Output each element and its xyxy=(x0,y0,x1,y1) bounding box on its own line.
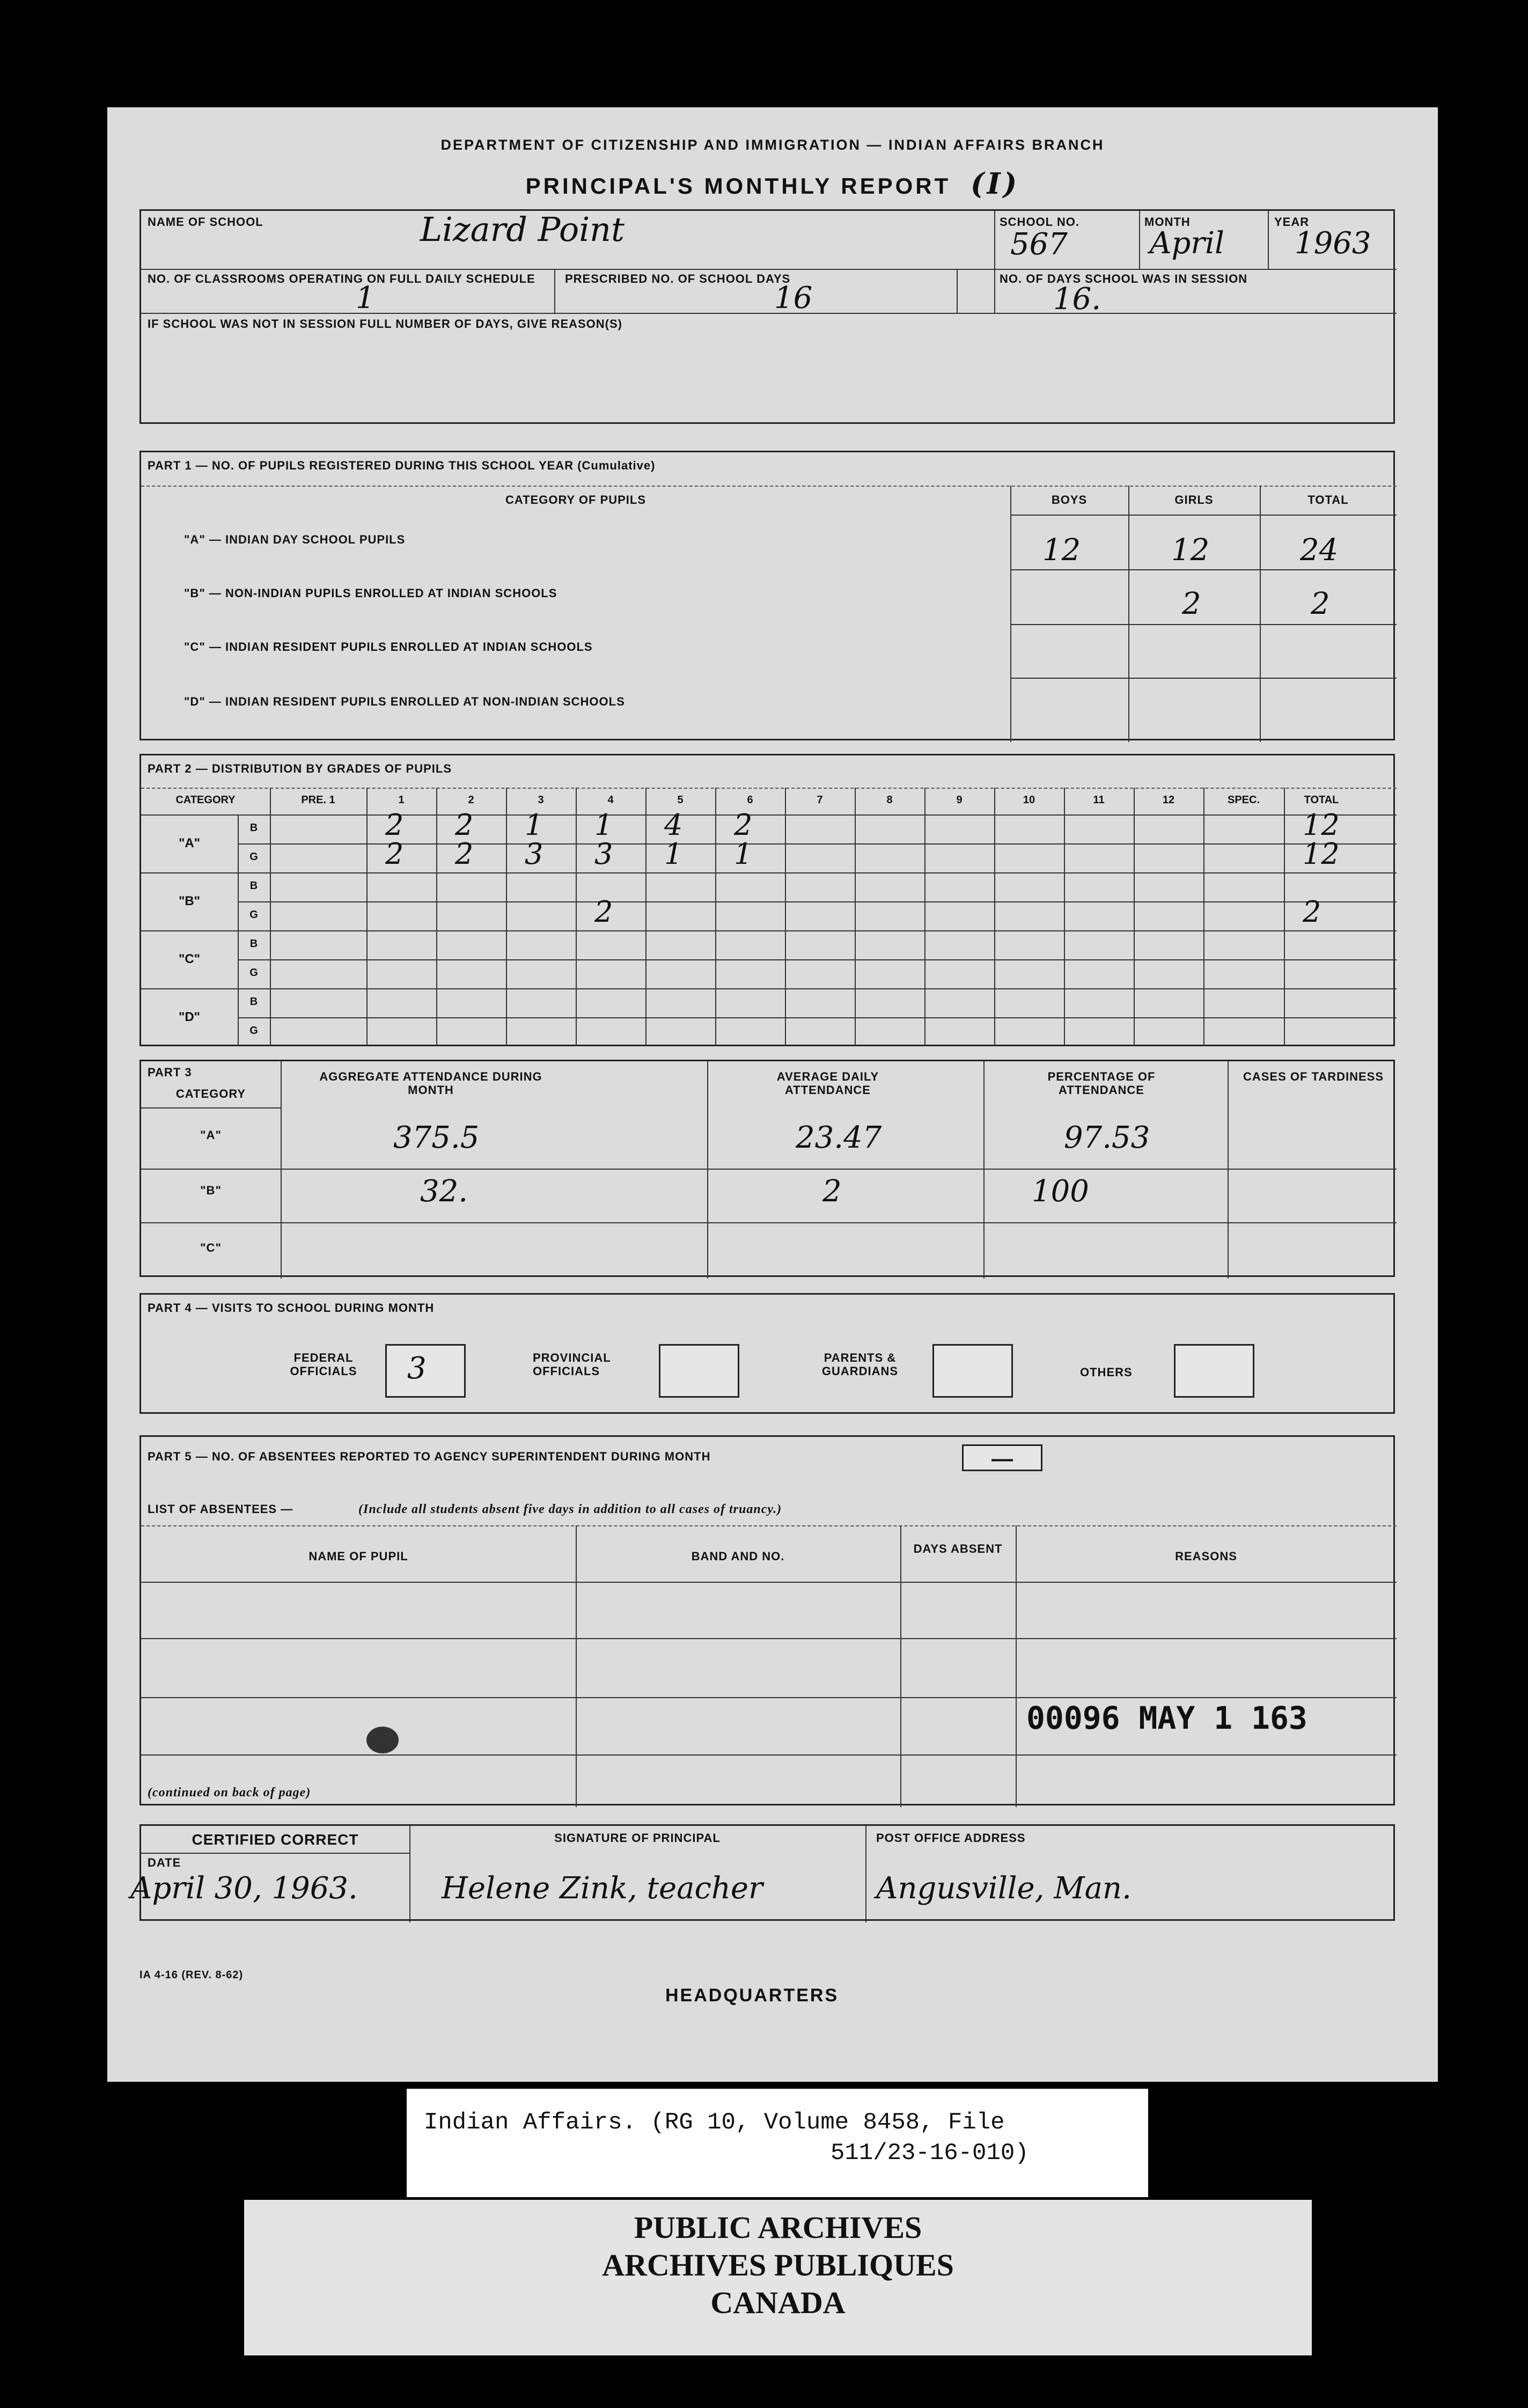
prescribed-days-label: PRESCRIBED NO. OF SCHOOL DAYS xyxy=(565,272,791,285)
part1-row-b-label: "B" — NON-INDIAN PUPILS ENROLLED AT INDIAN SCHOOLS xyxy=(184,586,557,600)
part2-sex-label: B xyxy=(249,996,258,1008)
part3-col-category: CATEGORY xyxy=(175,1087,246,1100)
part3-row-c-cat: "C" xyxy=(200,1241,222,1254)
divider xyxy=(1268,211,1269,270)
divider xyxy=(141,269,1397,270)
part2-grade-header: 12 xyxy=(1162,794,1175,806)
archival-citation xyxy=(407,2089,1148,2197)
part1-row-a-boys: 12 xyxy=(1042,533,1081,568)
grid-line xyxy=(238,901,1397,902)
parents-guardians-label: PARENTS & GUARDIANS xyxy=(821,1351,899,1378)
part2-grade-header: 5 xyxy=(677,794,684,806)
part2-cell-value: 4 xyxy=(664,808,683,842)
certified-correct-label: CERTIFIED CORRECT xyxy=(192,1831,359,1848)
part2-box xyxy=(139,754,1395,1046)
divider xyxy=(900,1525,901,1807)
part2-sex-label: G xyxy=(249,1025,258,1037)
month-value: April xyxy=(1150,226,1224,261)
part2-grade-header: 10 xyxy=(1023,794,1035,806)
part2-grade-header: 9 xyxy=(956,794,963,806)
absentee-list-title: LIST OF ABSENTEES — xyxy=(148,1502,293,1516)
grid-line xyxy=(645,788,647,1046)
grid-line xyxy=(855,788,856,1046)
part3-title: PART 3 xyxy=(148,1066,192,1079)
session-days-label: NO. OF DAYS SCHOOL WAS IN SESSION xyxy=(1000,272,1248,285)
part5-title: PART 5 — NO. OF ABSENTEES REPORTED TO AGENCY SUPERINTENDENT DURING MONTH xyxy=(148,1450,711,1463)
classrooms-label: NO. OF CLASSROOMS OPERATING ON FULL DAILY SCHEDULE xyxy=(148,272,535,285)
absentees-count-value: — xyxy=(991,1447,1013,1471)
part2-sex-label: B xyxy=(249,822,258,834)
grid-line xyxy=(506,788,507,1046)
part1-col-girls: GIRLS xyxy=(1174,493,1214,506)
grid-line xyxy=(994,788,995,1046)
divider xyxy=(141,1697,1397,1698)
part3-col-aggregate: AGGREGATE ATTENDANCE DURING MONTH xyxy=(319,1070,542,1097)
divider xyxy=(1010,678,1397,679)
divider xyxy=(141,1169,1397,1170)
part2-cell-value: 1 xyxy=(594,808,613,842)
divider xyxy=(141,1754,1397,1756)
grid-line xyxy=(238,1017,1397,1018)
col-band-and-no: BAND AND NO. xyxy=(691,1550,785,1563)
part2-grade-header: 2 xyxy=(468,794,474,806)
federal-officials-box xyxy=(385,1344,466,1398)
part2-grade-header: 7 xyxy=(817,794,823,806)
grid-line xyxy=(141,872,1397,873)
school-info-box xyxy=(139,209,1395,424)
part3-row-b-cat: "B" xyxy=(200,1184,222,1197)
part1-row-b-total: 2 xyxy=(1311,586,1330,621)
grid-line xyxy=(1203,788,1204,1046)
part3-row-a-aggregate: 375.5 xyxy=(393,1120,480,1155)
divider xyxy=(141,1582,1397,1583)
grid-line xyxy=(924,788,925,1046)
part2-category-label: "D" xyxy=(178,1010,201,1024)
part2-cell-value: 3 xyxy=(594,837,613,871)
part1-row-b-girls: 2 xyxy=(1182,586,1201,621)
part2-grade-header: PRE. 1 xyxy=(301,794,335,806)
part2-cell-value: 2 xyxy=(385,808,404,842)
part2-cell-value: 2 xyxy=(455,808,474,842)
part2-cell-value: 1 xyxy=(664,837,683,871)
part2-sex-label: G xyxy=(249,851,258,863)
part1-title: PART 1 — NO. OF PUPILS REGISTERED DURING THIS SCHOOL YEAR (Cumulative) xyxy=(148,459,656,472)
school-no-value: 567 xyxy=(1010,227,1068,262)
part2-cell-value: 2 xyxy=(455,837,474,871)
grid-line xyxy=(238,959,1397,960)
grid-line xyxy=(785,788,786,1046)
part3-box xyxy=(139,1060,1395,1277)
part3-row-b-average: 2 xyxy=(822,1174,842,1209)
divider xyxy=(1010,569,1397,570)
divider xyxy=(1016,1525,1017,1807)
provincial-officials-box xyxy=(659,1344,739,1398)
post-office-address-label: POST OFFICE ADDRESS xyxy=(876,1831,1026,1845)
part2-cell-value: 1 xyxy=(734,837,753,871)
year-value: 1963 xyxy=(1295,226,1371,261)
divider xyxy=(1010,624,1397,625)
federal-officials-value: 3 xyxy=(407,1351,427,1386)
grid-line xyxy=(366,788,368,1046)
divider xyxy=(1010,486,1011,742)
part1-box xyxy=(139,451,1395,740)
ink-blot xyxy=(366,1727,399,1753)
grid-line xyxy=(576,788,577,1046)
prescribed-days-value: 16 xyxy=(774,281,813,315)
part2-grade-header: 1 xyxy=(398,794,405,806)
grid-line xyxy=(715,788,716,1046)
report-title xyxy=(107,166,1438,201)
part1-col-boys: BOYS xyxy=(1051,493,1088,506)
part2-sex-label: G xyxy=(249,967,258,979)
part2-category-label: "C" xyxy=(178,952,201,966)
classrooms-value: 1 xyxy=(356,281,375,315)
part4-title: PART 4 — VISITS TO SCHOOL DURING MONTH xyxy=(148,1301,435,1315)
part1-row-a-girls: 12 xyxy=(1171,533,1210,568)
part1-col-total: TOTAL xyxy=(1307,493,1349,506)
part1-row-d-label: "D" — INDIAN RESIDENT PUPILS ENROLLED AT NON-INDIAN SCHOOLS xyxy=(184,695,625,708)
public-archives-label xyxy=(244,2200,1312,2355)
part3-row-a-cat: "A" xyxy=(200,1128,222,1142)
part2-cell-value: 2 xyxy=(385,837,404,871)
part2-col-category: CATEGORY xyxy=(175,794,236,806)
archives-line-1: PUBLIC ARCHIVES xyxy=(634,2210,922,2245)
month-label: MONTH xyxy=(1144,215,1191,229)
divider xyxy=(707,1061,708,1279)
part3-col-tardiness: CASES OF TARDINESS xyxy=(1243,1070,1384,1083)
part3-row-b-percentage: 100 xyxy=(1032,1174,1089,1209)
grid-line xyxy=(141,930,1397,931)
part2-grade-header: TOTAL xyxy=(1304,794,1339,806)
report-title-mark: (I) xyxy=(970,166,1020,201)
part2-sex-label: B xyxy=(249,880,258,892)
part3-row-a-average: 23.47 xyxy=(796,1120,882,1155)
grid-line xyxy=(1284,788,1285,1046)
post-office-address-value: Angusville, Man. xyxy=(876,1871,1132,1906)
date-value: April 30, 1963. xyxy=(130,1871,358,1906)
federal-officials-label: FEDERAL OFFICIALS xyxy=(290,1351,357,1378)
date-label: DATE xyxy=(148,1856,181,1869)
school-name-value: Lizard Point xyxy=(420,210,625,249)
part2-cell-value: 12 xyxy=(1303,808,1340,842)
col-days-absent: DAYS ABSENT xyxy=(913,1542,1003,1555)
year-label: YEAR xyxy=(1274,215,1310,229)
divider xyxy=(141,1222,1397,1223)
part3-col-percentage: PERCENTAGE OF ATTENDANCE xyxy=(1047,1070,1156,1097)
citation-line-1: Indian Affairs. (RG 10, Volume 8458, File xyxy=(424,2109,1005,2136)
part2-grade-header: SPEC. xyxy=(1227,794,1260,806)
department-header: DEPARTMENT OF CITIZENSHIP AND IMMIGRATION — INDIAN AFFAIRS BRANCH xyxy=(440,137,1105,153)
divider xyxy=(141,1525,1397,1526)
divider xyxy=(1260,486,1261,742)
divider xyxy=(983,1061,985,1279)
part5-box xyxy=(139,1435,1395,1805)
citation-line-2: 511/23-16-010) xyxy=(831,2140,1029,2167)
reason-label: IF SCHOOL WAS NOT IN SESSION FULL NUMBER OF DAYS, GIVE REASON(S) xyxy=(148,317,623,331)
part2-cell-value: 12 xyxy=(1303,837,1340,871)
form-code: IA 4-16 (REV. 8-62) xyxy=(139,1969,244,1981)
divider xyxy=(554,269,555,313)
archives-line-2: ARCHIVES PUBLIQUES xyxy=(602,2248,954,2282)
part2-grade-header: 11 xyxy=(1093,794,1105,806)
divider xyxy=(994,211,995,313)
continued-note: (continued on back of page) xyxy=(148,1786,311,1800)
part2-grade-header: 3 xyxy=(538,794,544,806)
col-reasons: REASONS xyxy=(1175,1550,1237,1563)
session-days-value: 16. xyxy=(1053,282,1101,317)
part1-row-a-label: "A" — INDIAN DAY SCHOOL PUPILS xyxy=(184,533,406,546)
part2-cell-value: 1 xyxy=(525,808,543,842)
part3-row-b-aggregate: 32. xyxy=(420,1174,468,1209)
part2-sex-label: G xyxy=(249,909,258,921)
divider xyxy=(1139,211,1140,270)
grid-line xyxy=(270,788,271,1046)
part3-col-average: AVERAGE DAILY ATTENDANCE xyxy=(776,1070,879,1097)
part2-cell-value: 3 xyxy=(525,837,543,871)
part2-sex-label: B xyxy=(249,938,258,950)
headquarters-label: HEADQUARTERS xyxy=(665,1985,839,2006)
school-name-label: NAME OF SCHOOL xyxy=(148,215,263,229)
part2-cell-value: 2 xyxy=(594,895,613,929)
divider xyxy=(141,1107,281,1108)
divider xyxy=(141,1853,409,1854)
grid-line xyxy=(141,814,1397,816)
part2-category-label: "B" xyxy=(178,894,201,908)
part2-grade-header: 6 xyxy=(747,794,753,806)
divider xyxy=(957,269,958,313)
part1-col-category: CATEGORY OF PUPILS xyxy=(505,493,647,506)
grid-line xyxy=(1134,788,1135,1046)
divider xyxy=(1228,1061,1229,1279)
grid-line xyxy=(436,788,437,1046)
report-page xyxy=(107,107,1438,2082)
part1-row-c-label: "C" — INDIAN RESIDENT PUPILS ENROLLED AT INDIAN SCHOOLS xyxy=(184,640,593,654)
divider xyxy=(141,313,1397,314)
divider xyxy=(281,1061,282,1279)
others-box xyxy=(1174,1344,1254,1398)
grid-line xyxy=(141,988,1397,989)
part2-cell-value: 2 xyxy=(1303,895,1321,929)
grid-line xyxy=(238,843,1397,845)
divider xyxy=(1010,515,1397,516)
part2-grid xyxy=(141,788,1397,1048)
divider xyxy=(576,1525,577,1807)
part4-box xyxy=(139,1293,1395,1414)
col-name-of-pupil: NAME OF PUPIL xyxy=(308,1550,408,1563)
part2-category-label: "A" xyxy=(178,836,201,850)
report-title-text: PRINCIPAL'S MONTHLY REPORT xyxy=(525,173,951,199)
received-stamp: 00096 MAY 1 163 xyxy=(1026,1700,1307,1736)
part3-row-a-percentage: 97.53 xyxy=(1064,1120,1150,1155)
divider xyxy=(141,486,1397,487)
absentee-list-note: (Include all students absent five days in addition to all cases of truancy.) xyxy=(358,1502,782,1516)
part1-row-a-total: 24 xyxy=(1300,533,1339,568)
others-label: OTHERS xyxy=(1080,1365,1133,1379)
grid-line xyxy=(1064,788,1065,1046)
certification-box xyxy=(130,1824,1395,1921)
divider xyxy=(141,1638,1397,1639)
part2-cell-value: 2 xyxy=(734,808,753,842)
parents-guardians-box xyxy=(932,1344,1013,1398)
divider xyxy=(865,1826,866,1922)
divider xyxy=(1128,486,1129,742)
signature-value: Helene Zink, teacher xyxy=(442,1871,763,1906)
part2-grade-header: 8 xyxy=(886,794,893,806)
signature-label: SIGNATURE OF PRINCIPAL xyxy=(554,1831,721,1845)
part2-title: PART 2 — DISTRIBUTION BY GRADES OF PUPILS xyxy=(148,762,452,775)
part2-grade-header: 4 xyxy=(607,794,614,806)
archives-line-3: CANADA xyxy=(710,2285,846,2320)
school-no-label: SCHOOL NO. xyxy=(1000,215,1079,229)
provincial-officials-label: PROVINCIAL OFFICIALS xyxy=(533,1351,611,1378)
absentees-count-box xyxy=(962,1444,1042,1471)
